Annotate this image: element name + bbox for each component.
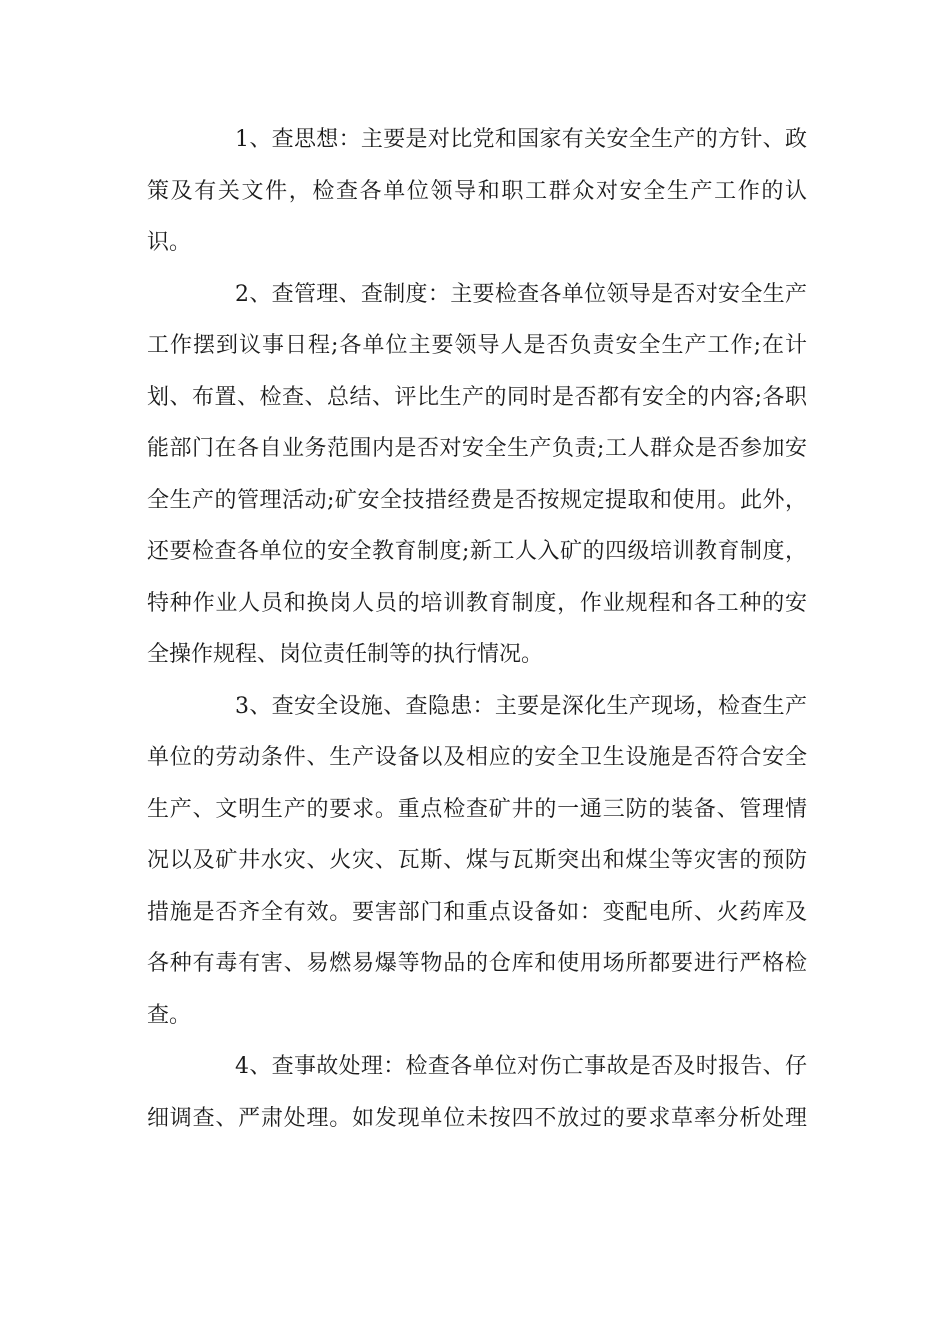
- paragraph-line: 单位的劳动条件、生产设备以及相应的安全卫生设施是否符合安全: [147, 745, 807, 770]
- paragraph-line: 特种作业人员和换岗人员的培训教育制度，作业规程和各工种的安: [147, 590, 807, 616]
- paragraph-2: [147, 269, 807, 681]
- paragraph-line: 生产、文明生产的要求。重点检查矿井的一通三防的装备、管理情: [147, 796, 807, 822]
- paragraph-line: 措施是否齐全有效。要害部门和重点设备如：变配电所、火药库及: [147, 899, 807, 925]
- paragraph-line: 细调查、严肃处理。如发现单位未按四不放过的要求草率分析处理: [147, 1105, 807, 1131]
- paragraph-line: 2、查管理、查制度：主要检查各单位领导是否对安全生产: [235, 281, 807, 307]
- paragraph-line: 1、查思想：主要是对比党和国家有关安全生产的方针、政: [235, 127, 807, 152]
- paragraph-line: 况以及矿井水灾、火灾、瓦斯、煤与瓦斯突出和煤尘等灾害的预防: [147, 848, 807, 873]
- paragraph-line: 全生产的管理活动;矿安全技措经费是否按规定提取和使用。此外，: [147, 487, 807, 513]
- paragraph-line: 划、布置、检查、总结、评比生产的同时是否都有安全的内容;各职: [147, 384, 807, 410]
- paragraph-line: 全操作规程、岗位责任制等的执行情况。: [147, 642, 544, 667]
- document-body: [147, 114, 807, 1144]
- paragraph-1: [147, 114, 807, 269]
- paragraph-line: 3、查安全设施、查隐患：主要是深化生产现场，检查生产: [235, 693, 807, 719]
- paragraph-line: 策及有关文件，检查各单位领导和职工群众对安全生产工作的认: [147, 178, 807, 204]
- paragraph-line: 各种有毒有害、易燃易爆等物品的仓库和使用场所都要进行严格检: [147, 951, 807, 976]
- paragraph-4: [147, 1041, 807, 1144]
- paragraph-3: [147, 681, 807, 1042]
- paragraph-line: 能部门在各自业务范围内是否对安全生产负责;工人群众是否参加安: [147, 436, 807, 461]
- paragraph-line: 工作摆到议事日程;各单位主要领导人是否负责安全生产工作;在计: [147, 333, 807, 358]
- paragraph-line: 识。: [147, 230, 192, 255]
- paragraph-line: 4、查事故处理：检查各单位对伤亡事故是否及时报告、仔: [235, 1054, 807, 1079]
- paragraph-line: 查。: [147, 1002, 192, 1028]
- paragraph-line: 还要检查各单位的安全教育制度;新工人入矿的四级培训教育制度，: [147, 539, 807, 564]
